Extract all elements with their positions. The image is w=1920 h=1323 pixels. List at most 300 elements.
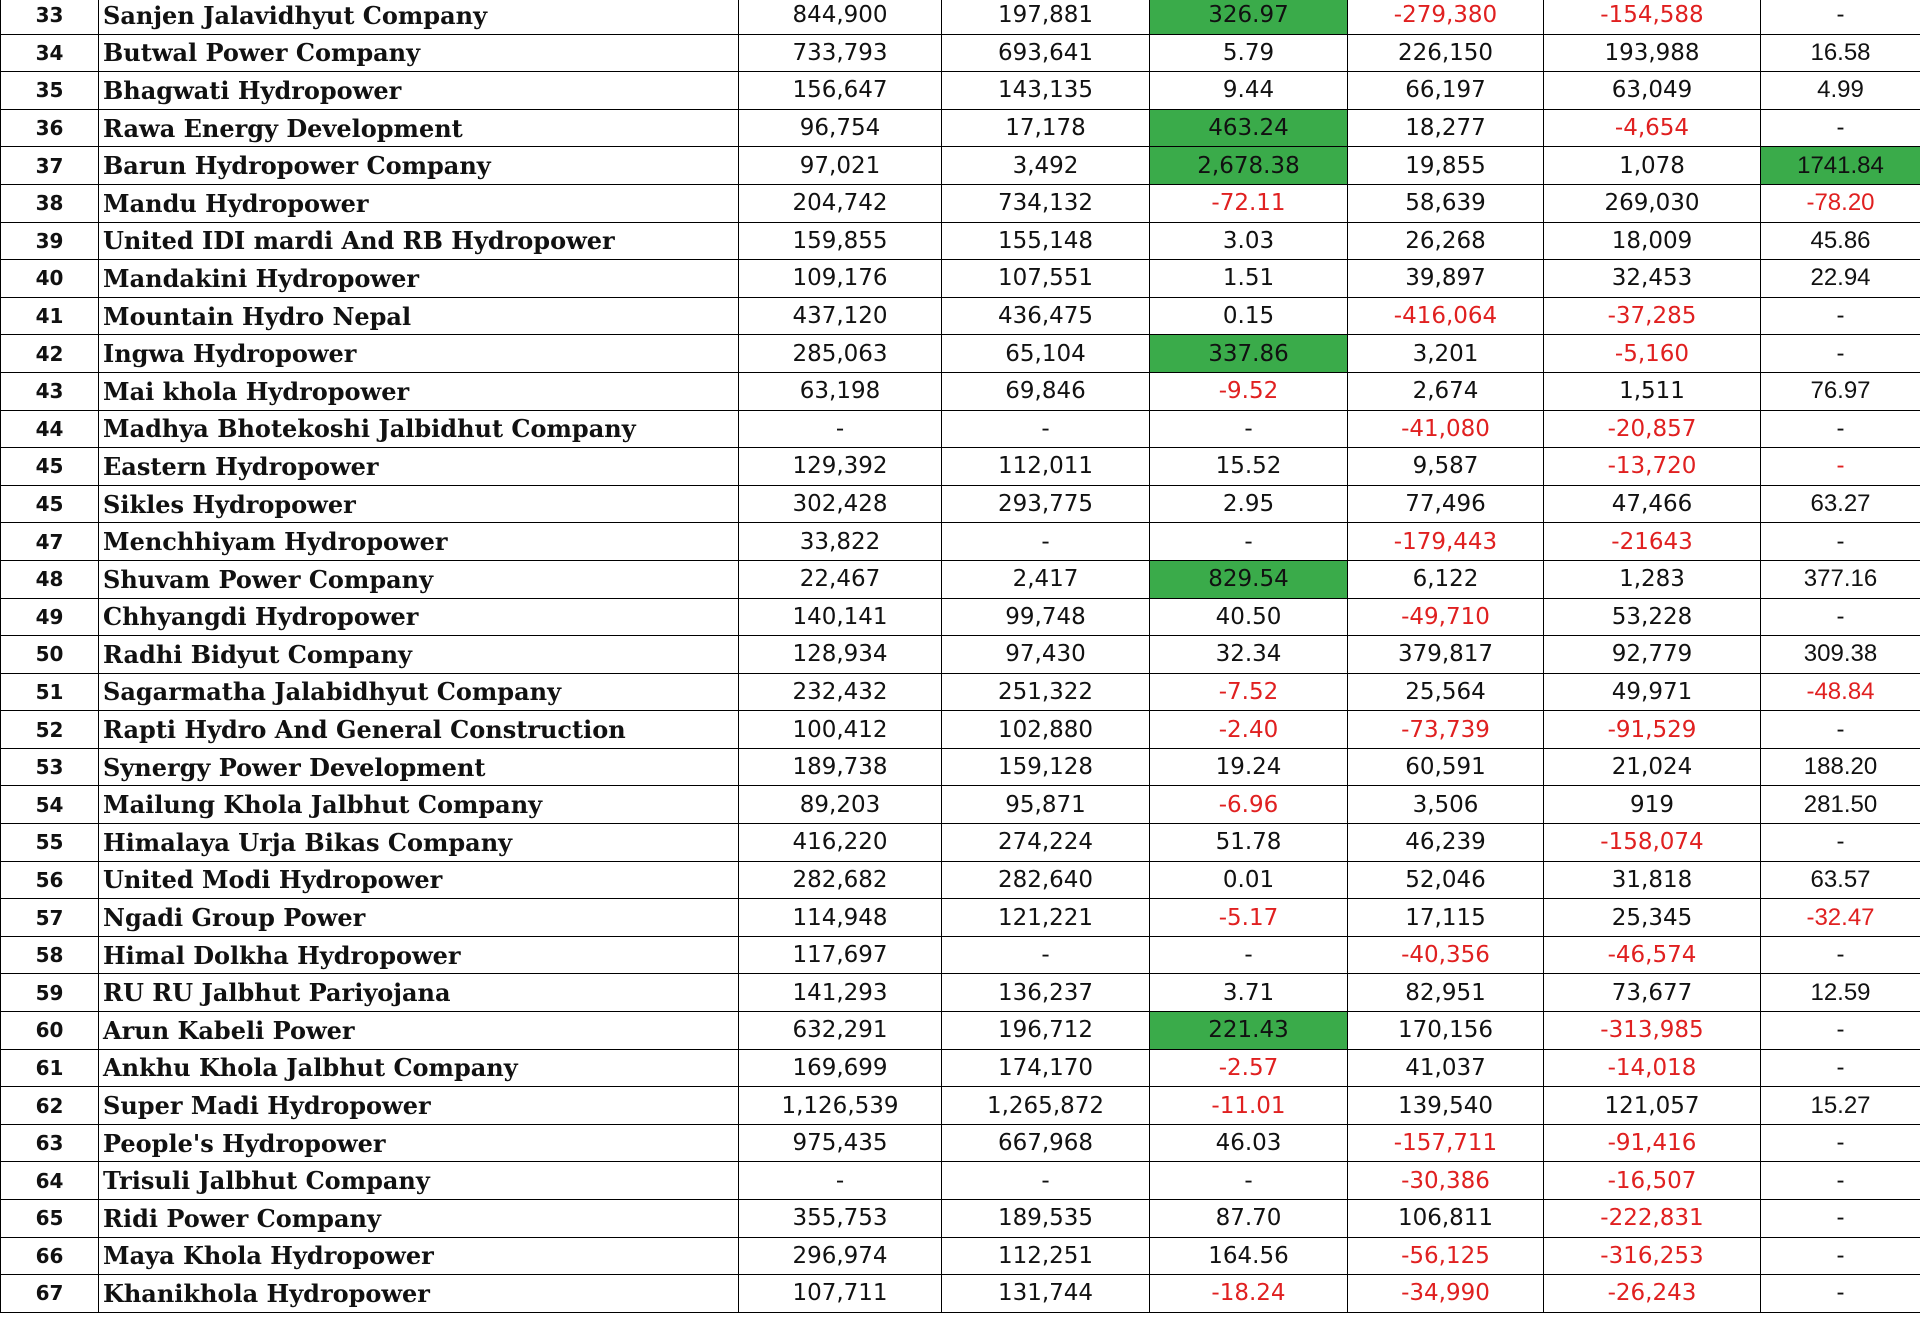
value-d-cell: -179,443	[1348, 523, 1544, 561]
value-b-cell: 667,968	[942, 1124, 1150, 1162]
value-d-cell: -34,990	[1348, 1275, 1544, 1313]
value-a-cell: 159,855	[739, 222, 942, 260]
value-a-cell: 140,141	[739, 598, 942, 636]
value-e-cell: 1,511	[1544, 372, 1761, 410]
company-name-cell: Menchhiyam Hydropower	[99, 523, 739, 561]
ratio-cell: -	[1761, 1124, 1920, 1162]
value-e-cell: 18,009	[1544, 222, 1761, 260]
serial-number-cell: 48	[1, 560, 99, 598]
serial-number-cell: 52	[1, 711, 99, 749]
value-e-cell: 63,049	[1544, 72, 1761, 110]
value-e-cell: -20,857	[1544, 410, 1761, 448]
value-a-cell: 632,291	[739, 1012, 942, 1050]
value-b-cell: 3,492	[942, 147, 1150, 185]
value-a-cell: 437,120	[739, 297, 942, 335]
company-name-cell: Eastern Hydropower	[99, 448, 739, 486]
serial-number-cell: 34	[1, 34, 99, 72]
value-e-cell: -16,507	[1544, 1162, 1761, 1200]
company-name-cell: Maya Khola Hydropower	[99, 1237, 739, 1275]
company-name-cell: United Modi Hydropower	[99, 861, 739, 899]
value-b-cell: 174,170	[942, 1049, 1150, 1087]
change-percent-cell: -18.24	[1150, 1275, 1348, 1313]
company-name-cell: Barun Hydropower Company	[99, 147, 739, 185]
value-b-cell: 121,221	[942, 899, 1150, 937]
serial-number-cell: 42	[1, 335, 99, 373]
value-d-cell: 19,855	[1348, 147, 1544, 185]
value-e-cell: 53,228	[1544, 598, 1761, 636]
change-percent-cell: -5.17	[1150, 899, 1348, 937]
change-percent-cell: -	[1150, 936, 1348, 974]
serial-number-cell: 44	[1, 410, 99, 448]
value-b-cell: -	[942, 523, 1150, 561]
value-a-cell: 107,711	[739, 1275, 942, 1313]
change-percent-cell: 221.43	[1150, 1012, 1348, 1050]
ratio-cell: 1741.84	[1761, 147, 1920, 185]
value-e-cell: -4,654	[1544, 109, 1761, 147]
company-name-cell: United IDI mardi And RB Hydropower	[99, 222, 739, 260]
serial-number-cell: 67	[1, 1275, 99, 1313]
company-name-cell: Khanikhola Hydropower	[99, 1275, 739, 1313]
value-b-cell: 95,871	[942, 786, 1150, 824]
value-b-cell: -	[942, 1162, 1150, 1200]
value-b-cell: 734,132	[942, 184, 1150, 222]
table-row	[1, 786, 1920, 824]
value-b-cell: 159,128	[942, 748, 1150, 786]
change-percent-cell: 51.78	[1150, 824, 1348, 862]
company-name-cell: Synergy Power Development	[99, 748, 739, 786]
value-a-cell: 97,021	[739, 147, 942, 185]
value-a-cell: 416,220	[739, 824, 942, 862]
serial-number-cell: 66	[1, 1237, 99, 1275]
change-percent-cell: 3.03	[1150, 222, 1348, 260]
table-row	[1, 560, 1920, 598]
company-name-cell: Bhagwati Hydropower	[99, 72, 739, 110]
serial-number-cell: 49	[1, 598, 99, 636]
serial-number-cell: 63	[1, 1124, 99, 1162]
change-percent-cell: 2.95	[1150, 485, 1348, 523]
value-e-cell: -13,720	[1544, 448, 1761, 486]
ratio-cell: -	[1761, 0, 1920, 34]
value-d-cell: 41,037	[1348, 1049, 1544, 1087]
company-name-cell: Rapti Hydro And General Construction	[99, 711, 739, 749]
value-b-cell: -	[942, 936, 1150, 974]
value-d-cell: 226,150	[1348, 34, 1544, 72]
value-d-cell: -157,711	[1348, 1124, 1544, 1162]
value-b-cell: 155,148	[942, 222, 1150, 260]
ratio-cell: -	[1761, 1012, 1920, 1050]
value-d-cell: 170,156	[1348, 1012, 1544, 1050]
change-percent-cell: -2.40	[1150, 711, 1348, 749]
value-a-cell: 296,974	[739, 1237, 942, 1275]
value-d-cell: -30,386	[1348, 1162, 1544, 1200]
company-name-cell: Mountain Hydro Nepal	[99, 297, 739, 335]
change-percent-cell: 40.50	[1150, 598, 1348, 636]
value-a-cell: 169,699	[739, 1049, 942, 1087]
company-name-cell: Chhyangdi Hydropower	[99, 598, 739, 636]
company-name-cell: Super Madi Hydropower	[99, 1087, 739, 1125]
serial-number-cell: 39	[1, 222, 99, 260]
company-name-cell: Ngadi Group Power	[99, 899, 739, 937]
value-b-cell: 131,744	[942, 1275, 1150, 1313]
value-a-cell: 109,176	[739, 260, 942, 298]
value-a-cell: -	[739, 410, 942, 448]
serial-number-cell: 41	[1, 297, 99, 335]
table-row	[1, 673, 1920, 711]
table-row	[1, 372, 1920, 410]
value-e-cell: -5,160	[1544, 335, 1761, 373]
value-a-cell: 156,647	[739, 72, 942, 110]
value-a-cell: 22,467	[739, 560, 942, 598]
ratio-cell: 188.20	[1761, 748, 1920, 786]
change-percent-cell: 0.15	[1150, 297, 1348, 335]
ratio-cell: 309.38	[1761, 636, 1920, 674]
value-b-cell: 293,775	[942, 485, 1150, 523]
table-row	[1, 1275, 1920, 1313]
ratio-cell: 4.99	[1761, 72, 1920, 110]
serial-number-cell: 36	[1, 109, 99, 147]
value-a-cell: 204,742	[739, 184, 942, 222]
table-row	[1, 1200, 1920, 1238]
value-e-cell: -37,285	[1544, 297, 1761, 335]
value-d-cell: 3,201	[1348, 335, 1544, 373]
table-row	[1, 335, 1920, 373]
change-percent-cell: 2,678.38	[1150, 147, 1348, 185]
value-e-cell: -316,253	[1544, 1237, 1761, 1275]
table-row	[1, 1162, 1920, 1200]
change-percent-cell: 3.71	[1150, 974, 1348, 1012]
value-b-cell: 17,178	[942, 109, 1150, 147]
change-percent-cell: 32.34	[1150, 636, 1348, 674]
value-e-cell: -222,831	[1544, 1200, 1761, 1238]
value-a-cell: 232,432	[739, 673, 942, 711]
company-name-cell: Mailung Khola Jalbhut Company	[99, 786, 739, 824]
table-row	[1, 824, 1920, 862]
change-percent-cell: 87.70	[1150, 1200, 1348, 1238]
value-a-cell: 189,738	[739, 748, 942, 786]
serial-number-cell: 56	[1, 861, 99, 899]
value-e-cell: 121,057	[1544, 1087, 1761, 1125]
value-e-cell: 1,283	[1544, 560, 1761, 598]
change-percent-cell: 15.52	[1150, 448, 1348, 486]
value-e-cell: 1,078	[1544, 147, 1761, 185]
value-d-cell: 17,115	[1348, 899, 1544, 937]
ratio-cell: -	[1761, 1162, 1920, 1200]
change-percent-cell: 46.03	[1150, 1124, 1348, 1162]
value-e-cell: 73,677	[1544, 974, 1761, 1012]
value-e-cell: 193,988	[1544, 34, 1761, 72]
value-a-cell: 89,203	[739, 786, 942, 824]
value-a-cell: 128,934	[739, 636, 942, 674]
table-row	[1, 485, 1920, 523]
value-d-cell: 3,506	[1348, 786, 1544, 824]
ratio-cell: 63.27	[1761, 485, 1920, 523]
ratio-cell: -	[1761, 824, 1920, 862]
ratio-cell: -	[1761, 1049, 1920, 1087]
serial-number-cell: 62	[1, 1087, 99, 1125]
value-d-cell: 6,122	[1348, 560, 1544, 598]
serial-number-cell: 61	[1, 1049, 99, 1087]
company-name-cell: Shuvam Power Company	[99, 560, 739, 598]
value-a-cell: 141,293	[739, 974, 942, 1012]
value-e-cell: -91,416	[1544, 1124, 1761, 1162]
value-e-cell: 919	[1544, 786, 1761, 824]
table-row	[1, 34, 1920, 72]
company-name-cell: Sikles Hydropower	[99, 485, 739, 523]
ratio-cell: -	[1761, 335, 1920, 373]
value-d-cell: 139,540	[1348, 1087, 1544, 1125]
company-name-cell: Radhi Bidyut Company	[99, 636, 739, 674]
company-name-cell: Trisuli Jalbhut Company	[99, 1162, 739, 1200]
ratio-cell: 63.57	[1761, 861, 1920, 899]
change-percent-cell: 5.79	[1150, 34, 1348, 72]
company-name-cell: Mai khola Hydropower	[99, 372, 739, 410]
company-name-cell: Arun Kabeli Power	[99, 1012, 739, 1050]
table-row	[1, 410, 1920, 448]
serial-number-cell: 50	[1, 636, 99, 674]
ratio-cell: 45.86	[1761, 222, 1920, 260]
ratio-cell: -	[1761, 936, 1920, 974]
change-percent-cell: -2.57	[1150, 1049, 1348, 1087]
value-d-cell: 2,674	[1348, 372, 1544, 410]
serial-number-cell: 65	[1, 1200, 99, 1238]
value-a-cell: 63,198	[739, 372, 942, 410]
value-b-cell: 1,265,872	[942, 1087, 1150, 1125]
table-row	[1, 0, 1920, 34]
value-a-cell: 100,412	[739, 711, 942, 749]
value-a-cell: 733,793	[739, 34, 942, 72]
value-b-cell: 436,475	[942, 297, 1150, 335]
company-name-cell: Mandu Hydropower	[99, 184, 739, 222]
value-e-cell: -26,243	[1544, 1275, 1761, 1313]
value-e-cell: 92,779	[1544, 636, 1761, 674]
ratio-cell: -78.20	[1761, 184, 1920, 222]
change-percent-cell: 326.97	[1150, 0, 1348, 34]
company-name-cell: Ankhu Khola Jalbhut Company	[99, 1049, 739, 1087]
value-d-cell: -416,064	[1348, 297, 1544, 335]
table-row	[1, 1012, 1920, 1050]
serial-number-cell: 53	[1, 748, 99, 786]
serial-number-cell: 58	[1, 936, 99, 974]
value-a-cell: 302,428	[739, 485, 942, 523]
table-row	[1, 109, 1920, 147]
table-row	[1, 636, 1920, 674]
value-a-cell: 114,948	[739, 899, 942, 937]
value-e-cell: -14,018	[1544, 1049, 1761, 1087]
value-a-cell: 844,900	[739, 0, 942, 34]
table-row	[1, 711, 1920, 749]
value-b-cell: 112,251	[942, 1237, 1150, 1275]
value-a-cell: 282,682	[739, 861, 942, 899]
ratio-cell: -48.84	[1761, 673, 1920, 711]
value-d-cell: -279,380	[1348, 0, 1544, 34]
change-percent-cell: -9.52	[1150, 372, 1348, 410]
value-b-cell: 99,748	[942, 598, 1150, 636]
change-percent-cell: -	[1150, 1162, 1348, 1200]
value-d-cell: 9,587	[1348, 448, 1544, 486]
table-row	[1, 1124, 1920, 1162]
ratio-cell: 16.58	[1761, 34, 1920, 72]
company-name-cell: Ridi Power Company	[99, 1200, 739, 1238]
company-name-cell: Mandakini Hydropower	[99, 260, 739, 298]
change-percent-cell: -	[1150, 523, 1348, 561]
value-b-cell: 197,881	[942, 0, 1150, 34]
value-e-cell: -46,574	[1544, 936, 1761, 974]
ratio-cell: -	[1761, 109, 1920, 147]
table-row	[1, 974, 1920, 1012]
serial-number-cell: 35	[1, 72, 99, 110]
ratio-cell: -	[1761, 410, 1920, 448]
value-e-cell: -21643	[1544, 523, 1761, 561]
serial-number-cell: 60	[1, 1012, 99, 1050]
value-d-cell: 66,197	[1348, 72, 1544, 110]
ratio-cell: -	[1761, 1237, 1920, 1275]
value-d-cell: 18,277	[1348, 109, 1544, 147]
table-row	[1, 147, 1920, 185]
value-d-cell: -41,080	[1348, 410, 1544, 448]
company-name-cell: RU RU Jalbhut Pariyojana	[99, 974, 739, 1012]
change-percent-cell: 9.44	[1150, 72, 1348, 110]
serial-number-cell: 47	[1, 523, 99, 561]
ratio-cell: 377.16	[1761, 560, 1920, 598]
table-body	[1, 0, 1920, 1312]
value-d-cell: 46,239	[1348, 824, 1544, 862]
serial-number-cell: 51	[1, 673, 99, 711]
serial-number-cell: 57	[1, 899, 99, 937]
value-d-cell: 39,897	[1348, 260, 1544, 298]
table-row	[1, 748, 1920, 786]
ratio-cell: 76.97	[1761, 372, 1920, 410]
table-row	[1, 598, 1920, 636]
value-e-cell: 269,030	[1544, 184, 1761, 222]
company-name-cell: Butwal Power Company	[99, 34, 739, 72]
company-name-cell: Himalaya Urja Bikas Company	[99, 824, 739, 862]
value-e-cell: 49,971	[1544, 673, 1761, 711]
value-d-cell: 26,268	[1348, 222, 1544, 260]
value-e-cell: 25,345	[1544, 899, 1761, 937]
ratio-cell: 15.27	[1761, 1087, 1920, 1125]
value-e-cell: 21,024	[1544, 748, 1761, 786]
value-a-cell: 285,063	[739, 335, 942, 373]
serial-number-cell: 64	[1, 1162, 99, 1200]
value-d-cell: 25,564	[1348, 673, 1544, 711]
table-row	[1, 184, 1920, 222]
value-d-cell: -49,710	[1348, 598, 1544, 636]
change-percent-cell: 1.51	[1150, 260, 1348, 298]
table-row	[1, 448, 1920, 486]
change-percent-cell: -7.52	[1150, 673, 1348, 711]
company-name-cell: People's Hydropower	[99, 1124, 739, 1162]
value-e-cell: -91,529	[1544, 711, 1761, 749]
value-d-cell: -73,739	[1348, 711, 1544, 749]
change-percent-cell: 463.24	[1150, 109, 1348, 147]
value-d-cell: 106,811	[1348, 1200, 1544, 1238]
serial-number-cell: 45	[1, 485, 99, 523]
change-percent-cell: 337.86	[1150, 335, 1348, 373]
value-a-cell: 975,435	[739, 1124, 942, 1162]
value-b-cell: -	[942, 410, 1150, 448]
table-row	[1, 899, 1920, 937]
serial-number-cell: 45	[1, 448, 99, 486]
value-b-cell: 693,641	[942, 34, 1150, 72]
ratio-cell: -	[1761, 448, 1920, 486]
value-e-cell: 47,466	[1544, 485, 1761, 523]
table-row	[1, 297, 1920, 335]
value-b-cell: 102,880	[942, 711, 1150, 749]
change-percent-cell: -6.96	[1150, 786, 1348, 824]
serial-number-cell: 54	[1, 786, 99, 824]
table-row	[1, 1049, 1920, 1087]
table-row	[1, 1237, 1920, 1275]
ratio-cell: 281.50	[1761, 786, 1920, 824]
company-name-cell: Himal Dolkha Hydropower	[99, 936, 739, 974]
company-name-cell: Rawa Energy Development	[99, 109, 739, 147]
value-b-cell: 189,535	[942, 1200, 1150, 1238]
ratio-cell: -	[1761, 1275, 1920, 1313]
change-percent-cell: -72.11	[1150, 184, 1348, 222]
value-b-cell: 136,237	[942, 974, 1150, 1012]
table-row	[1, 72, 1920, 110]
value-d-cell: 77,496	[1348, 485, 1544, 523]
value-b-cell: 251,322	[942, 673, 1150, 711]
value-e-cell: 32,453	[1544, 260, 1761, 298]
serial-number-cell: 40	[1, 260, 99, 298]
table-row	[1, 1087, 1920, 1125]
serial-number-cell: 55	[1, 824, 99, 862]
value-a-cell: 33,822	[739, 523, 942, 561]
ratio-cell: 22.94	[1761, 260, 1920, 298]
ratio-cell: -	[1761, 711, 1920, 749]
change-percent-cell: 829.54	[1150, 560, 1348, 598]
serial-number-cell: 59	[1, 974, 99, 1012]
value-a-cell: 355,753	[739, 1200, 942, 1238]
value-d-cell: -40,356	[1348, 936, 1544, 974]
serial-number-cell: 37	[1, 147, 99, 185]
ratio-cell: -	[1761, 1200, 1920, 1238]
value-e-cell: -154,588	[1544, 0, 1761, 34]
value-b-cell: 97,430	[942, 636, 1150, 674]
value-a-cell: 129,392	[739, 448, 942, 486]
change-percent-cell: 19.24	[1150, 748, 1348, 786]
ratio-cell: -	[1761, 523, 1920, 561]
value-b-cell: 2,417	[942, 560, 1150, 598]
value-d-cell: 58,639	[1348, 184, 1544, 222]
ratio-cell: 12.59	[1761, 974, 1920, 1012]
company-name-cell: Ingwa Hydropower	[99, 335, 739, 373]
value-e-cell: 31,818	[1544, 861, 1761, 899]
serial-number-cell: 43	[1, 372, 99, 410]
value-a-cell: 1,126,539	[739, 1087, 942, 1125]
company-name-cell: Sanjen Jalavidhyut Company	[99, 0, 739, 34]
value-b-cell: 69,846	[942, 372, 1150, 410]
value-b-cell: 65,104	[942, 335, 1150, 373]
serial-number-cell: 33	[1, 0, 99, 34]
ratio-cell: -32.47	[1761, 899, 1920, 937]
change-percent-cell: -	[1150, 410, 1348, 448]
value-d-cell: 60,591	[1348, 748, 1544, 786]
value-d-cell: 52,046	[1348, 861, 1544, 899]
serial-number-cell: 38	[1, 184, 99, 222]
company-name-cell: Madhya Bhotekoshi Jalbidhut Company	[99, 410, 739, 448]
value-a-cell: 117,697	[739, 936, 942, 974]
value-b-cell: 282,640	[942, 861, 1150, 899]
value-b-cell: 112,011	[942, 448, 1150, 486]
change-percent-cell: 0.01	[1150, 861, 1348, 899]
table-row	[1, 861, 1920, 899]
value-b-cell: 143,135	[942, 72, 1150, 110]
value-d-cell: 379,817	[1348, 636, 1544, 674]
value-a-cell: -	[739, 1162, 942, 1200]
change-percent-cell: -11.01	[1150, 1087, 1348, 1125]
